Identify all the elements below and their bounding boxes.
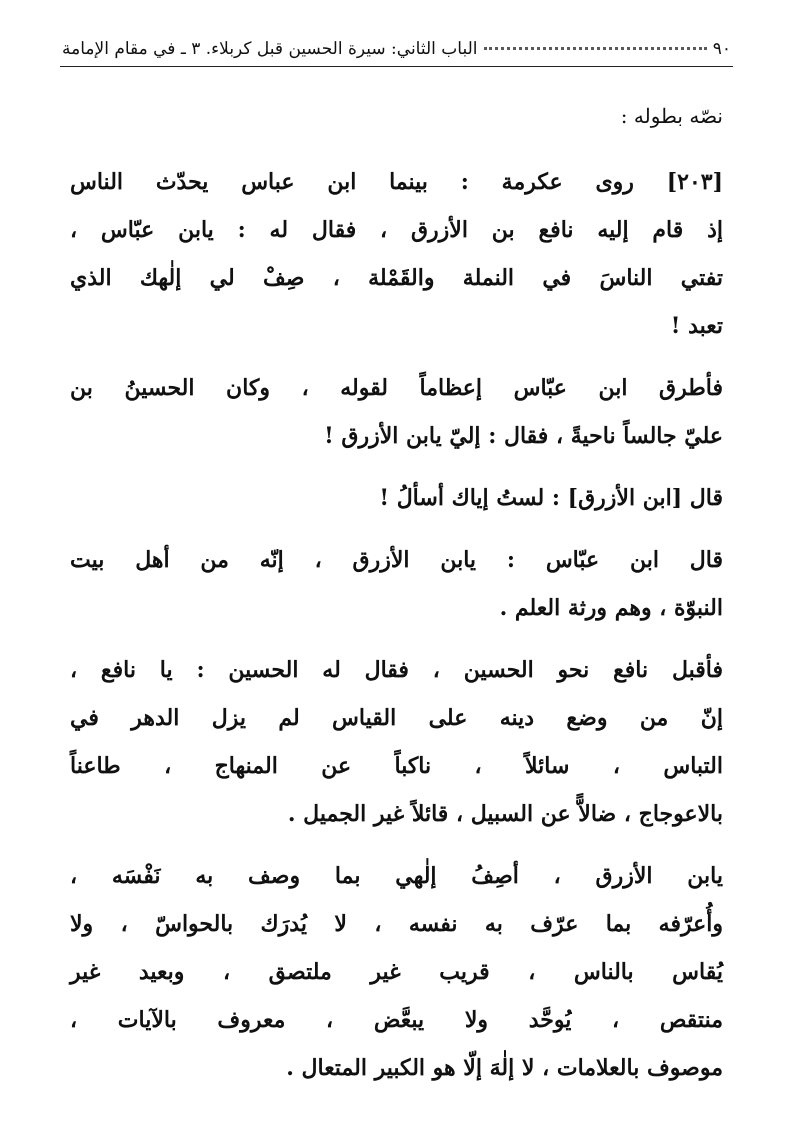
text-line: [٢٠٣] روى عكرمة : بينما ابن عباس يحدّث الناس <box>70 169 723 195</box>
text-line: عليّ جالساً ناحيةً ، فقال : إليّ يابن الأزرق ! <box>324 423 723 449</box>
intro-line: نصّه بطوله : <box>620 104 723 128</box>
paragraph-2 <box>70 364 723 460</box>
paragraph-5 <box>70 646 723 838</box>
text-line: فأقبل نافع نحو الحسين ، فقال له الحسين : يا نافع ، <box>70 657 723 683</box>
text-line: تفتي الناسَ في النملة والقَمْلة ، صِفْ لي إلٰهك الذي <box>70 265 723 291</box>
text-line: إنّ من وضع دينه على القياس لم يزل الدهر في <box>70 705 723 731</box>
text-line: تعبد ! <box>670 313 723 339</box>
header-divider <box>60 66 733 67</box>
page-body <box>70 98 723 1106</box>
text-line: فأطرق ابن عبّاس إعظاماً لقوله ، وكان الحسينُ بن <box>70 375 723 401</box>
text-line: النبوّة ، وهم ورثة العلم . <box>499 595 723 621</box>
page-number: ٩٠ <box>712 39 731 59</box>
text-line: يُقاس بالناس ، قريب غير ملتصق ، وبعيد غير <box>70 959 723 985</box>
chapter-title: الباب الثاني: سيرة الحسين قبل كربلاء. ٣ ـ في مقام الإمامة <box>62 39 478 59</box>
text-line: منتقص ، يُوحَّد ولا يبعَّض ، معروف بالآيات ، <box>70 1007 723 1033</box>
text-line: بالاعوجاج ، ضالاًّ عن السبيل ، قائلاً غير الجميل . <box>287 801 723 827</box>
header-leader-dots <box>484 47 707 52</box>
paragraph-3 <box>70 474 723 522</box>
paragraph-6 <box>70 852 723 1092</box>
paragraph-1 <box>70 158 723 350</box>
running-header <box>62 36 731 62</box>
text-line: وأُعرّفه بما عرّف به نفسه ، لا يُدرَك بالحواسّ ، ولا <box>70 911 723 937</box>
text-line: يابن الأزرق ، أصِفُ إلٰهي بما وصف به نَفْسَه ، <box>70 863 723 889</box>
text-line: قال ابن عبّاس : يابن الأزرق ، إنّه من أهل بيت <box>70 547 723 573</box>
text-line: التباس ، سائلاً ، ناكباً عن المنهاج ، طاعناً <box>70 753 723 779</box>
text-line: إذ قام إليه نافع بن الأزرق ، فقال له : يابن عبّاس ، <box>70 217 723 243</box>
text-line: قال [ابن الأزرق] : لستُ إياك أسألُ ! <box>379 485 723 511</box>
paragraph-4 <box>70 536 723 632</box>
text-line: موصوف بالعلامات ، لا إلٰهَ إلّا هو الكبير المتعال . <box>286 1055 723 1081</box>
